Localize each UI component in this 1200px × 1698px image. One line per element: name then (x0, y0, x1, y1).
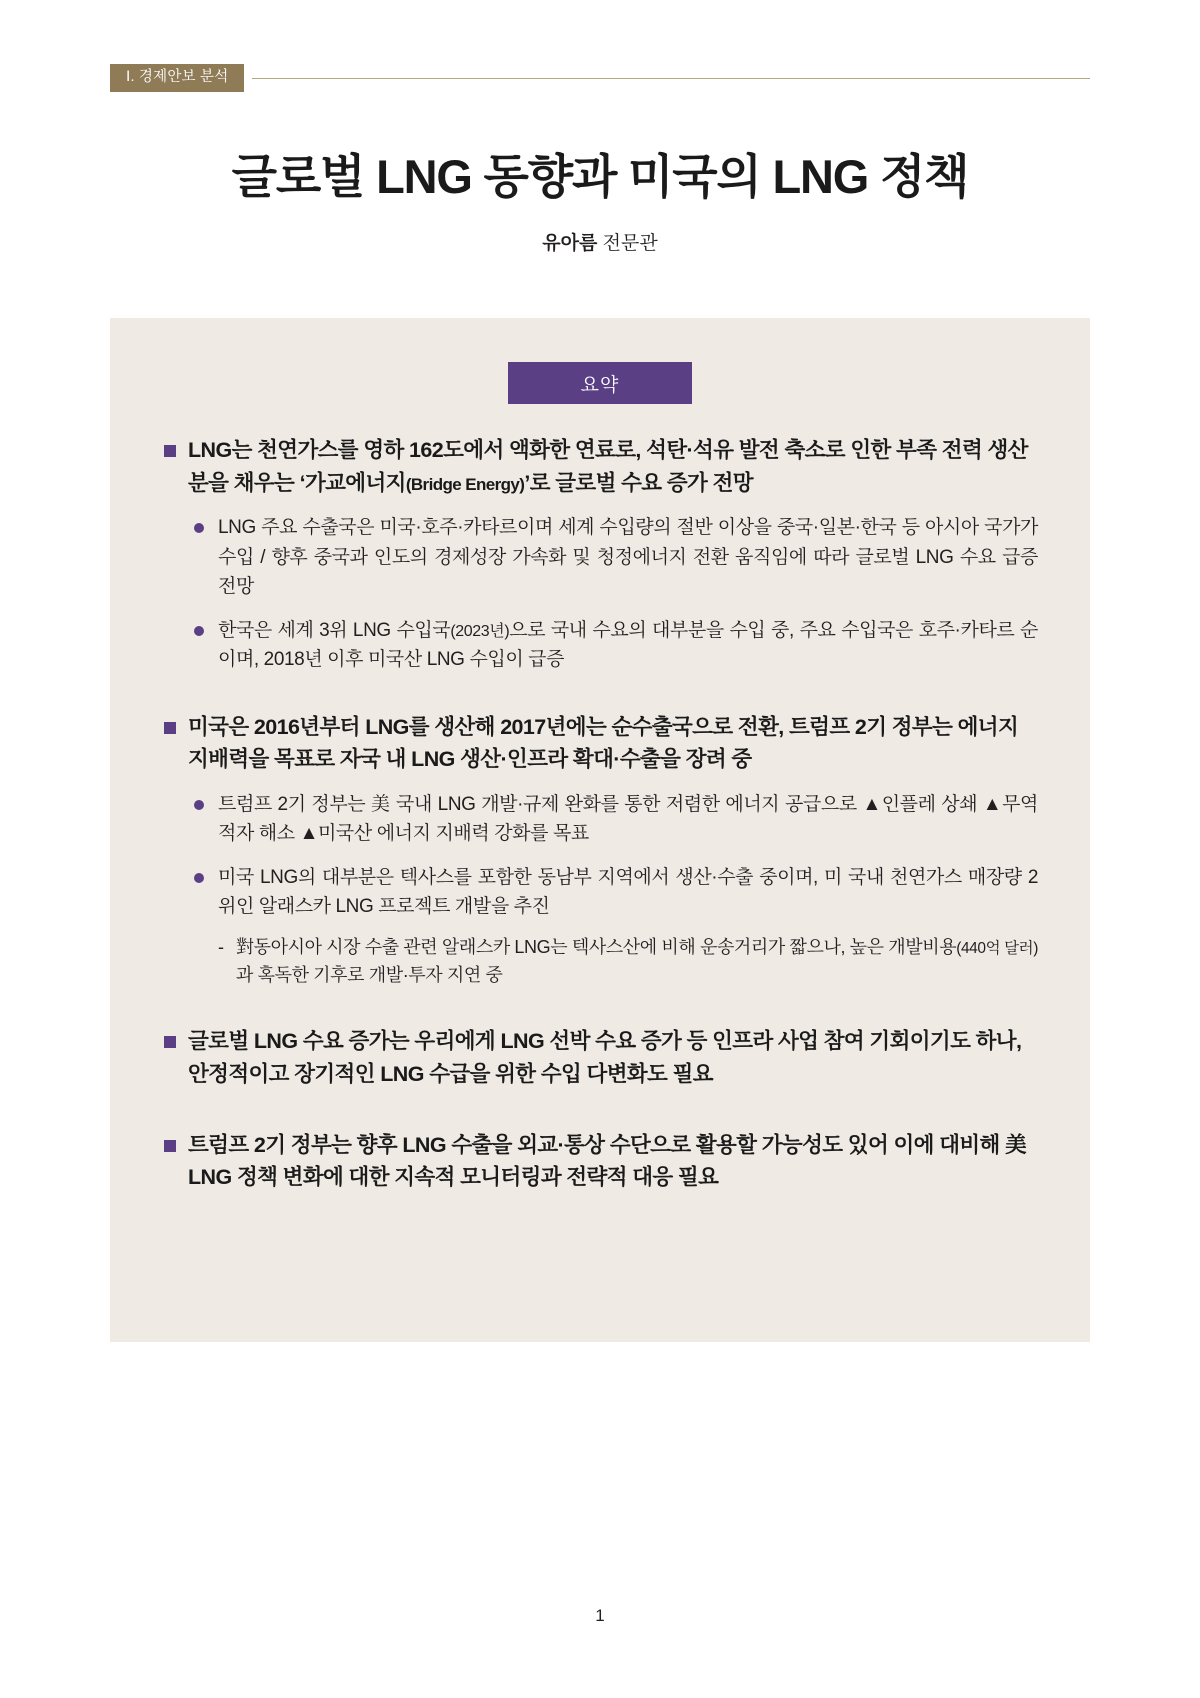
summary-item-level-3 (162, 934, 1038, 990)
summary-item-level-1 (162, 1025, 1038, 1090)
summary-item-level-2 (162, 513, 1038, 601)
summary-item-level-2 (162, 790, 1038, 849)
summary-item-text: LNG 주요 수출국은 미국·호주·카타르이며 세계 수입량의 절반 이상을 중국·일본·한국 등 아시아 국가가 수입 / 향후 중국과 인도의 경제성장 가속화 및 청정에너지 전환 움직임에 따라 글로벌 LNG 수요 급증 전망 (218, 517, 1038, 598)
author-name: 유아름 (542, 233, 598, 254)
page-title: 글로벌 LNG 동향과 미국의 LNG 정책 (231, 150, 969, 203)
summary-item-text-tail: ’로 글로벌 수요 증가 전망 (524, 470, 753, 495)
summary-item-note: (Bridge Energy) (405, 474, 525, 494)
summary-item-text: 한국은 세계 3위 LNG 수입국 (218, 619, 451, 641)
summary-item-text-tail: 과 혹독한 기후로 개발·투자 지연 중 (236, 964, 503, 985)
summary-item-text: 트럼프 2기 정부는 향후 LNG 수출을 외교·통상 수단으로 활용할 가능성도 있어 이에 대비해 美 LNG 정책 변화에 대한 지속적 모니터링과 전략적 대응 필요 (188, 1132, 1027, 1190)
running-head-rule (252, 78, 1090, 79)
summary-item-text: 글로벌 LNG 수요 증가는 우리에게 LNG 선박 수요 증가 등 인프라 사업 참여 기회이기도 하나, 안정적이고 장기적인 LNG 수급을 위한 수입 다변화도 필요 (188, 1029, 1022, 1087)
list-spacer (162, 995, 1038, 1025)
summary-panel (110, 318, 1090, 1342)
list-spacer (162, 681, 1038, 711)
summary-item-level-1 (162, 711, 1038, 776)
running-head (110, 62, 1090, 94)
byline (0, 228, 1200, 255)
summary-item-note: (2023년) (450, 622, 510, 640)
summary-item-text: 미국 LNG의 대부분은 텍사스를 포함한 동남부 지역에서 생산·수출 중이며, 미 국내 천연가스 매장량 2위인 알래스카 LNG 프로젝트 개발을 추진 (218, 866, 1038, 918)
summary-item-text-tail: 으로 국내 수요의 대부분을 수입 중, 주요 수입국은 호주·카타르 순이며, 2018년 이후 미국산 LNG 수입이 급증 (218, 619, 1038, 671)
running-head-label: Ⅰ. 경제안보 분석 (110, 64, 244, 92)
summary-badge: 요약 (508, 362, 692, 404)
summary-item-level-2 (162, 616, 1038, 675)
summary-item-level-1 (162, 1129, 1038, 1194)
summary-item-level-1 (162, 434, 1038, 499)
summary-item-text: 對동아시아 시장 수출 관련 알래스카 LNG는 텍사스산에 비해 운송거리가 짧으나, 높은 개발비용 (236, 936, 957, 957)
summary-item-note: (440억 달러) (956, 939, 1038, 957)
summary-item-level-2 (162, 863, 1038, 922)
author-role: 전문관 (602, 233, 658, 254)
summary-item-text: LNG는 천연가스를 영하 162도에서 액화한 연료로, 석탄·석유 발전 축소로 인한 부족 전력 생산분을 채우는 ‘가교에너지 (188, 438, 1028, 495)
summary-list (162, 434, 1038, 1194)
summary-item-text: 트럼프 2기 정부는 美 국내 LNG 개발·규제 완화를 통한 저렴한 에너지 공급으로 ▲인플레 상쇄 ▲무역적자 해소 ▲미국산 에너지 지배력 강화를 목표 (218, 793, 1038, 845)
summary-item-text: 미국은 2016년부터 LNG를 생산해 2017년에는 순수출국으로 전환, 트럼프 2기 정부는 에너지 지배력을 목표로 자국 내 LNG 생산·인프라 확대·수출을 장려 중 (188, 714, 1019, 772)
list-spacer (162, 1099, 1038, 1129)
page-number: 1 (595, 1606, 605, 1625)
